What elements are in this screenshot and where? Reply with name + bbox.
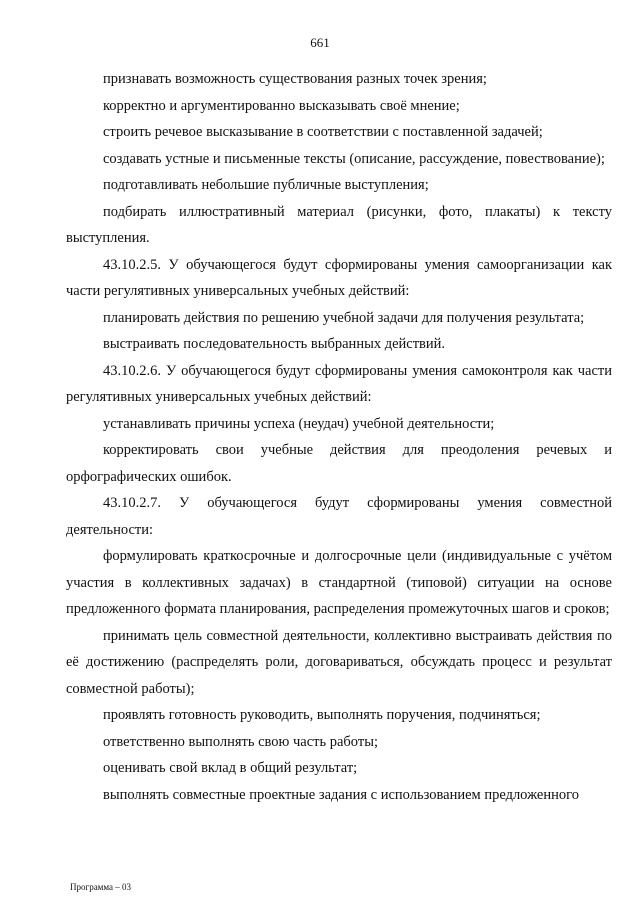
paragraph: строить речевое высказывание в соответствии с поставленной задачей; [103, 124, 543, 140]
paragraph: признавать возможность существования разных точек зрения; [103, 71, 487, 87]
paragraph: выполнять совместные проектные задания с использованием предложенного [103, 786, 579, 803]
paragraph: корректировать свои учебные действия для преодоления речевых и орфографических ошибок. [66, 442, 612, 485]
footer-label: Программа – 03 [70, 882, 132, 892]
page-number: 661 [310, 35, 330, 50]
paragraph: принимать цель совместной деятельности, коллективно выстраивать действия по её достижению (распределять роли, договариваться, обсуждать процесс и результат совместной работы); [66, 627, 612, 697]
paragraph: формулировать краткосрочные и долгосрочные цели (индивидуальные с учётом участия в коллективных задачах) в стандартной (типовой) ситуации на основе предложенного формата планирования, распределения промежуточных шагов и сроков; [66, 548, 612, 617]
paragraph: корректно и аргументированно высказывать своё мнение; [103, 97, 460, 114]
paragraph: выстраивать последовательность выбранных действий. [103, 336, 446, 352]
paragraph: подготавливать небольшие публичные выступления; [103, 177, 429, 193]
paragraph: устанавливать причины успеха (неудач) учебной деятельности; [103, 415, 495, 432]
paragraph: 43.10.2.5. У обучающегося будут сформированы умения самоорганизации как части регулятивных универсальных учебных действий: [66, 256, 612, 299]
paragraph: 43.10.2.6. У обучающегося будут сформированы умения самоконтроля как части регулятивных универсальных учебных действий: [66, 362, 612, 405]
paragraph: подбирать иллюстративный материал (рисунки, фото, плакаты) к тексту выступления. [66, 203, 612, 246]
paragraph: проявлять готовность руководить, выполнять поручения, подчиняться; [103, 707, 541, 723]
paragraph: планировать действия по решению учебной задачи для получения результата; [103, 309, 585, 326]
paragraph: ответственно выполнять свою часть работы; [103, 733, 378, 750]
paragraph: 43.10.2.7. У обучающегося будут сформированы умения совместной деятельности: [66, 495, 612, 538]
paragraph: создавать устные и письменные тексты (описание, рассуждение, повествование); [103, 150, 605, 167]
document-body [66, 66, 612, 808]
paragraph: оценивать свой вклад в общий результат; [103, 760, 358, 776]
